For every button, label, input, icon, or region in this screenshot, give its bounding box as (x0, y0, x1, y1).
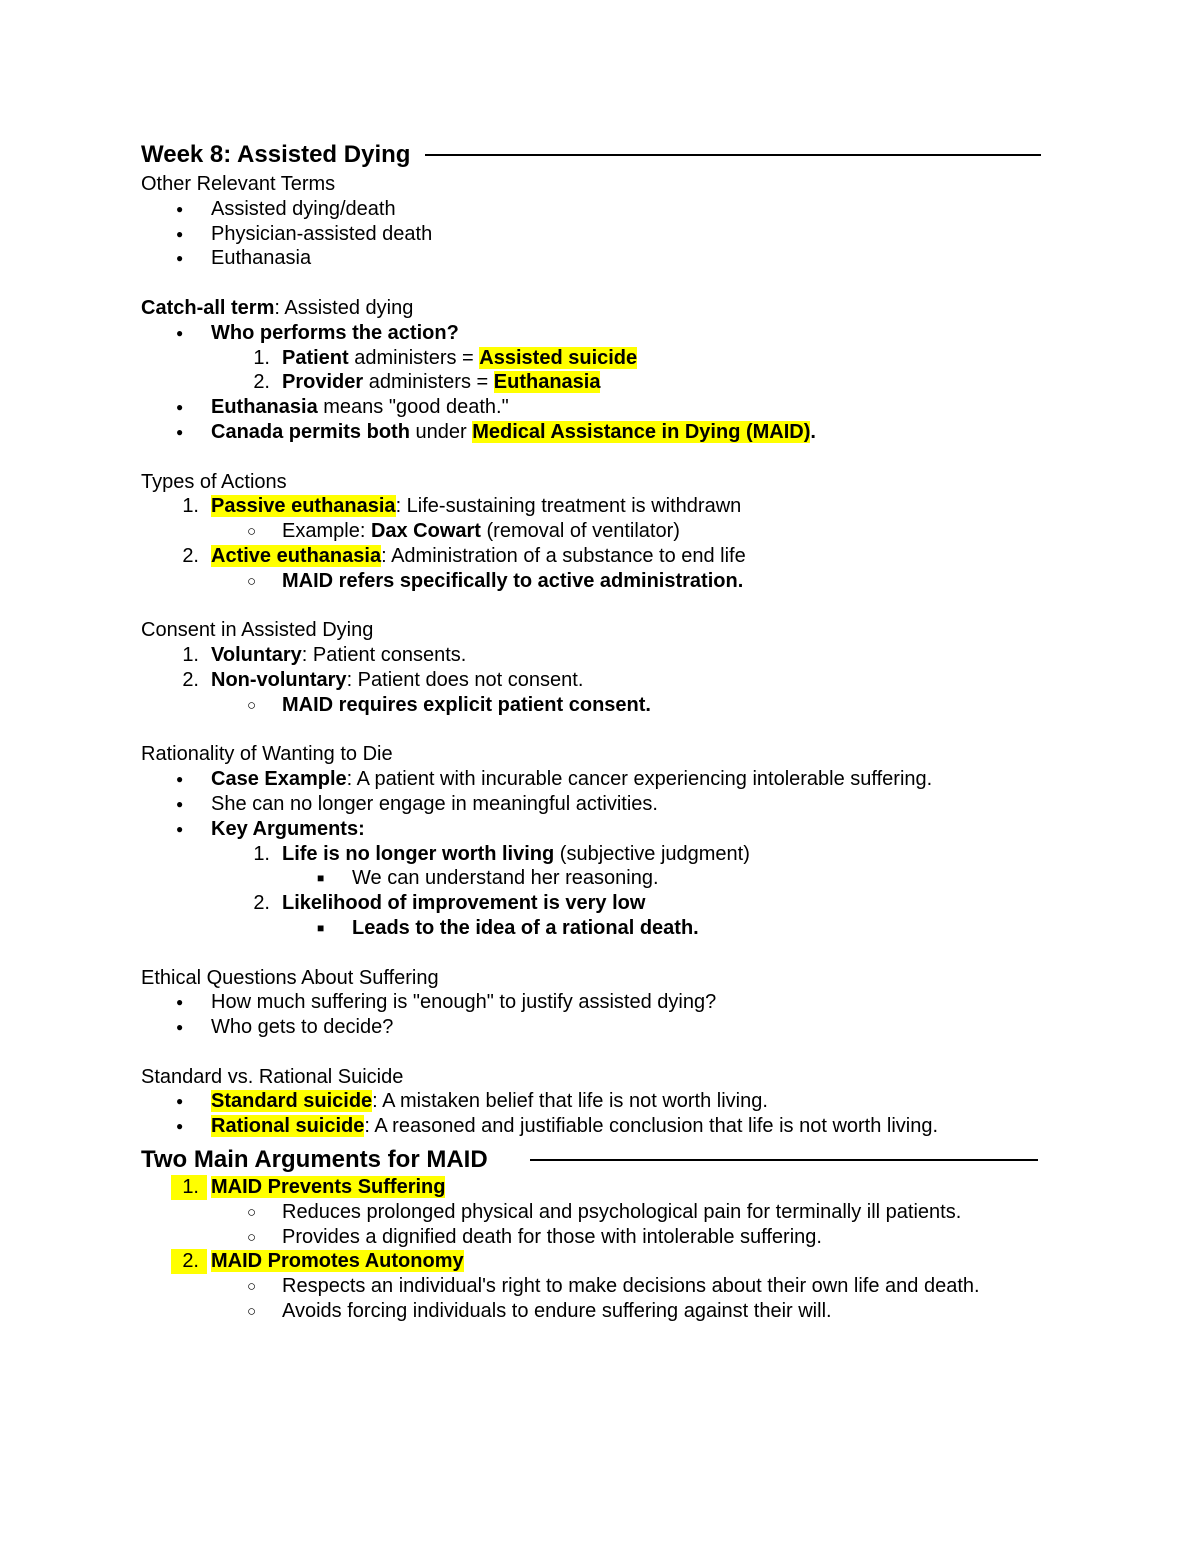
bullet-icon (176, 420, 183, 447)
heading-rule (530, 1159, 1038, 1161)
argument-point: Provides a dignified death for those with intolerable suffering. (282, 1225, 822, 1248)
rationality-title: Rationality of Wanting to Die (141, 743, 393, 766)
ethical-title: Ethical Questions About Suffering (141, 966, 439, 989)
rational-text: : A reasoned and justifiable conclusion that life is not worth living. (364, 1115, 939, 1138)
spacer (141, 445, 1061, 470)
list-number: 2. (253, 892, 270, 915)
patient-text: administers = (348, 346, 480, 369)
list-item (141, 346, 1061, 371)
list-item (141, 990, 1061, 1015)
argument-number: 1. (171, 1175, 207, 1200)
circle-bullet-icon (247, 693, 256, 720)
list-number: 2. (182, 544, 199, 567)
canada-text: under (409, 420, 473, 443)
list-item (141, 1200, 1061, 1225)
term-text: Assisted dying/death (211, 197, 396, 220)
euthanasia-text: means "good death." (317, 396, 509, 419)
highlight-euthanasia: Euthanasia (493, 371, 601, 394)
heading-week8-text: Week 8: Assisted Dying (141, 141, 411, 168)
circle-bullet-icon (247, 569, 256, 596)
list-item (141, 1299, 1061, 1324)
highlight-rational-suicide: Rational suicide (211, 1115, 365, 1138)
circle-bullet-icon (247, 1225, 256, 1252)
list-item (141, 222, 1061, 247)
list-number: 1. (182, 495, 199, 518)
section-title-other-terms (141, 172, 1061, 197)
provider-label: Provider (282, 371, 364, 394)
list-item (141, 916, 1061, 941)
bullet-icon (176, 792, 183, 819)
highlight-standard-suicide: Standard suicide (211, 1090, 373, 1113)
argument-number: 2. (171, 1249, 207, 1274)
provider-text: administers = (363, 371, 494, 394)
engage-text: She can no longer engage in meaningful activities. (211, 792, 658, 815)
list-number: 2. (182, 668, 199, 691)
list-item (141, 321, 1061, 346)
argument-point: Reduces prolonged physical and psychological pain for terminally ill patients. (282, 1200, 962, 1223)
bullet-icon (176, 395, 183, 422)
nonvoluntary-text: : Patient does not consent. (346, 668, 584, 691)
ethical-question: How much suffering is "enough" to justify assisted dying? (211, 991, 717, 1014)
case-label: Case Example (211, 768, 347, 791)
section-title-consent (141, 618, 1061, 643)
argument-title (141, 1249, 1061, 1274)
arg1-sub: We can understand her reasoning. (352, 867, 659, 890)
argument-point: Avoids forcing individuals to endure suffering against their will. (282, 1300, 832, 1323)
list-item (141, 668, 1061, 693)
arg2-label: Likelihood of improvement is very low (282, 892, 646, 915)
list-item (141, 395, 1061, 420)
list-item (141, 1225, 1061, 1250)
bullet-icon (176, 222, 183, 249)
example-name: Dax Cowart (370, 520, 481, 543)
spacer (141, 1040, 1061, 1065)
list-item (141, 519, 1061, 544)
ethical-question: Who gets to decide? (211, 1016, 394, 1039)
case-text: : A patient with incurable cancer experiencing intolerable suffering. (346, 768, 933, 791)
list-item (141, 866, 1061, 891)
section-title-rationality (141, 742, 1061, 767)
spacer (141, 718, 1061, 743)
highlight-passive: Passive euthanasia (211, 495, 396, 518)
term-text: Physician-assisted death (211, 222, 433, 245)
list-item (141, 420, 1061, 445)
argument-title (141, 1175, 1061, 1200)
spacer (141, 271, 1061, 296)
list-item (141, 643, 1061, 668)
bullet-icon (176, 767, 183, 794)
heading-week8 (141, 140, 1061, 170)
arg1-text: (subjective judgment) (554, 842, 750, 865)
list-item (141, 792, 1061, 817)
list-item (141, 693, 1061, 718)
consent-title: Consent in Assisted Dying (141, 619, 374, 642)
standard-text: : A mistaken belief that life is not worth living. (372, 1090, 768, 1113)
bullet-icon (176, 990, 183, 1017)
heading-rule (425, 154, 1041, 156)
list-item (141, 370, 1061, 395)
list-item (141, 246, 1061, 271)
highlight-prevents-suffering: MAID Prevents Suffering (211, 1176, 446, 1199)
heading-two-arguments-text: Two Main Arguments for MAID (141, 1146, 488, 1174)
voluntary-text: : Patient consents. (301, 644, 467, 667)
example-pre: Example: (282, 520, 371, 543)
bullet-icon (176, 246, 183, 273)
bullet-icon (176, 817, 183, 844)
list-item (141, 891, 1061, 916)
catch-all-label: Catch-all term (141, 296, 275, 319)
euthanasia-label: Euthanasia (211, 396, 318, 419)
canada-end: . (810, 420, 816, 443)
list-item (141, 817, 1061, 842)
voluntary-label: Voluntary (211, 644, 302, 667)
list-number: 1. (253, 842, 270, 865)
svr-title: Standard vs. Rational Suicide (141, 1065, 404, 1088)
square-bullet-icon (317, 916, 324, 943)
list-item (141, 1274, 1061, 1299)
patient-label: Patient (282, 346, 349, 369)
arg1-label: Life is no longer worth living (282, 842, 555, 865)
spacer (141, 594, 1061, 619)
other-terms-title: Other Relevant Terms (141, 173, 336, 195)
bullet-icon (176, 1089, 183, 1116)
list-item (141, 544, 1061, 569)
section-title-standard-vs-rational (141, 1065, 1061, 1090)
key-arguments-label: Key Arguments: (211, 817, 365, 840)
catch-all-line (141, 296, 1061, 321)
term-text: Euthanasia (211, 247, 312, 270)
highlight-active: Active euthanasia (211, 544, 382, 567)
canada-label: Canada permits both (211, 420, 410, 443)
circle-bullet-icon (247, 1200, 256, 1227)
bullet-icon (176, 1114, 183, 1141)
passive-text: : Life-sustaining treatment is withdrawn (395, 495, 742, 518)
list-item (141, 1114, 1061, 1139)
highlight-maid: Medical Assistance in Dying (MAID) (472, 420, 811, 443)
arg2-sub: Leads to the idea of a rational death. (352, 916, 699, 939)
spacer (141, 941, 1061, 966)
section-title-types (141, 470, 1061, 495)
heading-two-arguments (141, 1145, 1061, 1175)
list-item (141, 842, 1061, 867)
highlight-assisted-suicide: Assisted suicide (479, 346, 638, 369)
square-bullet-icon (317, 866, 324, 893)
circle-bullet-icon (247, 1299, 256, 1326)
bullet-icon (176, 1015, 183, 1042)
list-item (141, 1015, 1061, 1040)
list-number: 1. (253, 346, 270, 369)
list-number: 2. (253, 371, 270, 394)
bullet-icon (176, 197, 183, 224)
argument-point: Respects an individual's right to make decisions about their own life and death. (282, 1275, 980, 1298)
document-body (141, 140, 1061, 1324)
active-text: : Administration of a substance to end life (381, 544, 746, 567)
list-number: 1. (182, 644, 199, 667)
list-item (141, 197, 1061, 222)
catch-all-text: : Assisted dying (274, 296, 414, 319)
nonvoluntary-label: Non-voluntary (211, 668, 347, 691)
types-title: Types of Actions (141, 470, 287, 493)
who-performs-text: Who performs the action? (211, 321, 459, 344)
maid-note: MAID refers specifically to active administration. (282, 569, 744, 592)
circle-bullet-icon (247, 519, 256, 546)
section-title-ethical (141, 966, 1061, 991)
list-item (141, 569, 1061, 594)
list-item (141, 767, 1061, 792)
circle-bullet-icon (247, 1274, 256, 1301)
highlight-promotes-autonomy: MAID Promotes Autonomy (211, 1250, 464, 1273)
example-post: (removal of ventilator) (480, 520, 680, 543)
list-item (141, 494, 1061, 519)
maid-consent-note: MAID requires explicit patient consent. (282, 693, 651, 716)
list-item (141, 1089, 1061, 1114)
bullet-icon (176, 321, 183, 348)
